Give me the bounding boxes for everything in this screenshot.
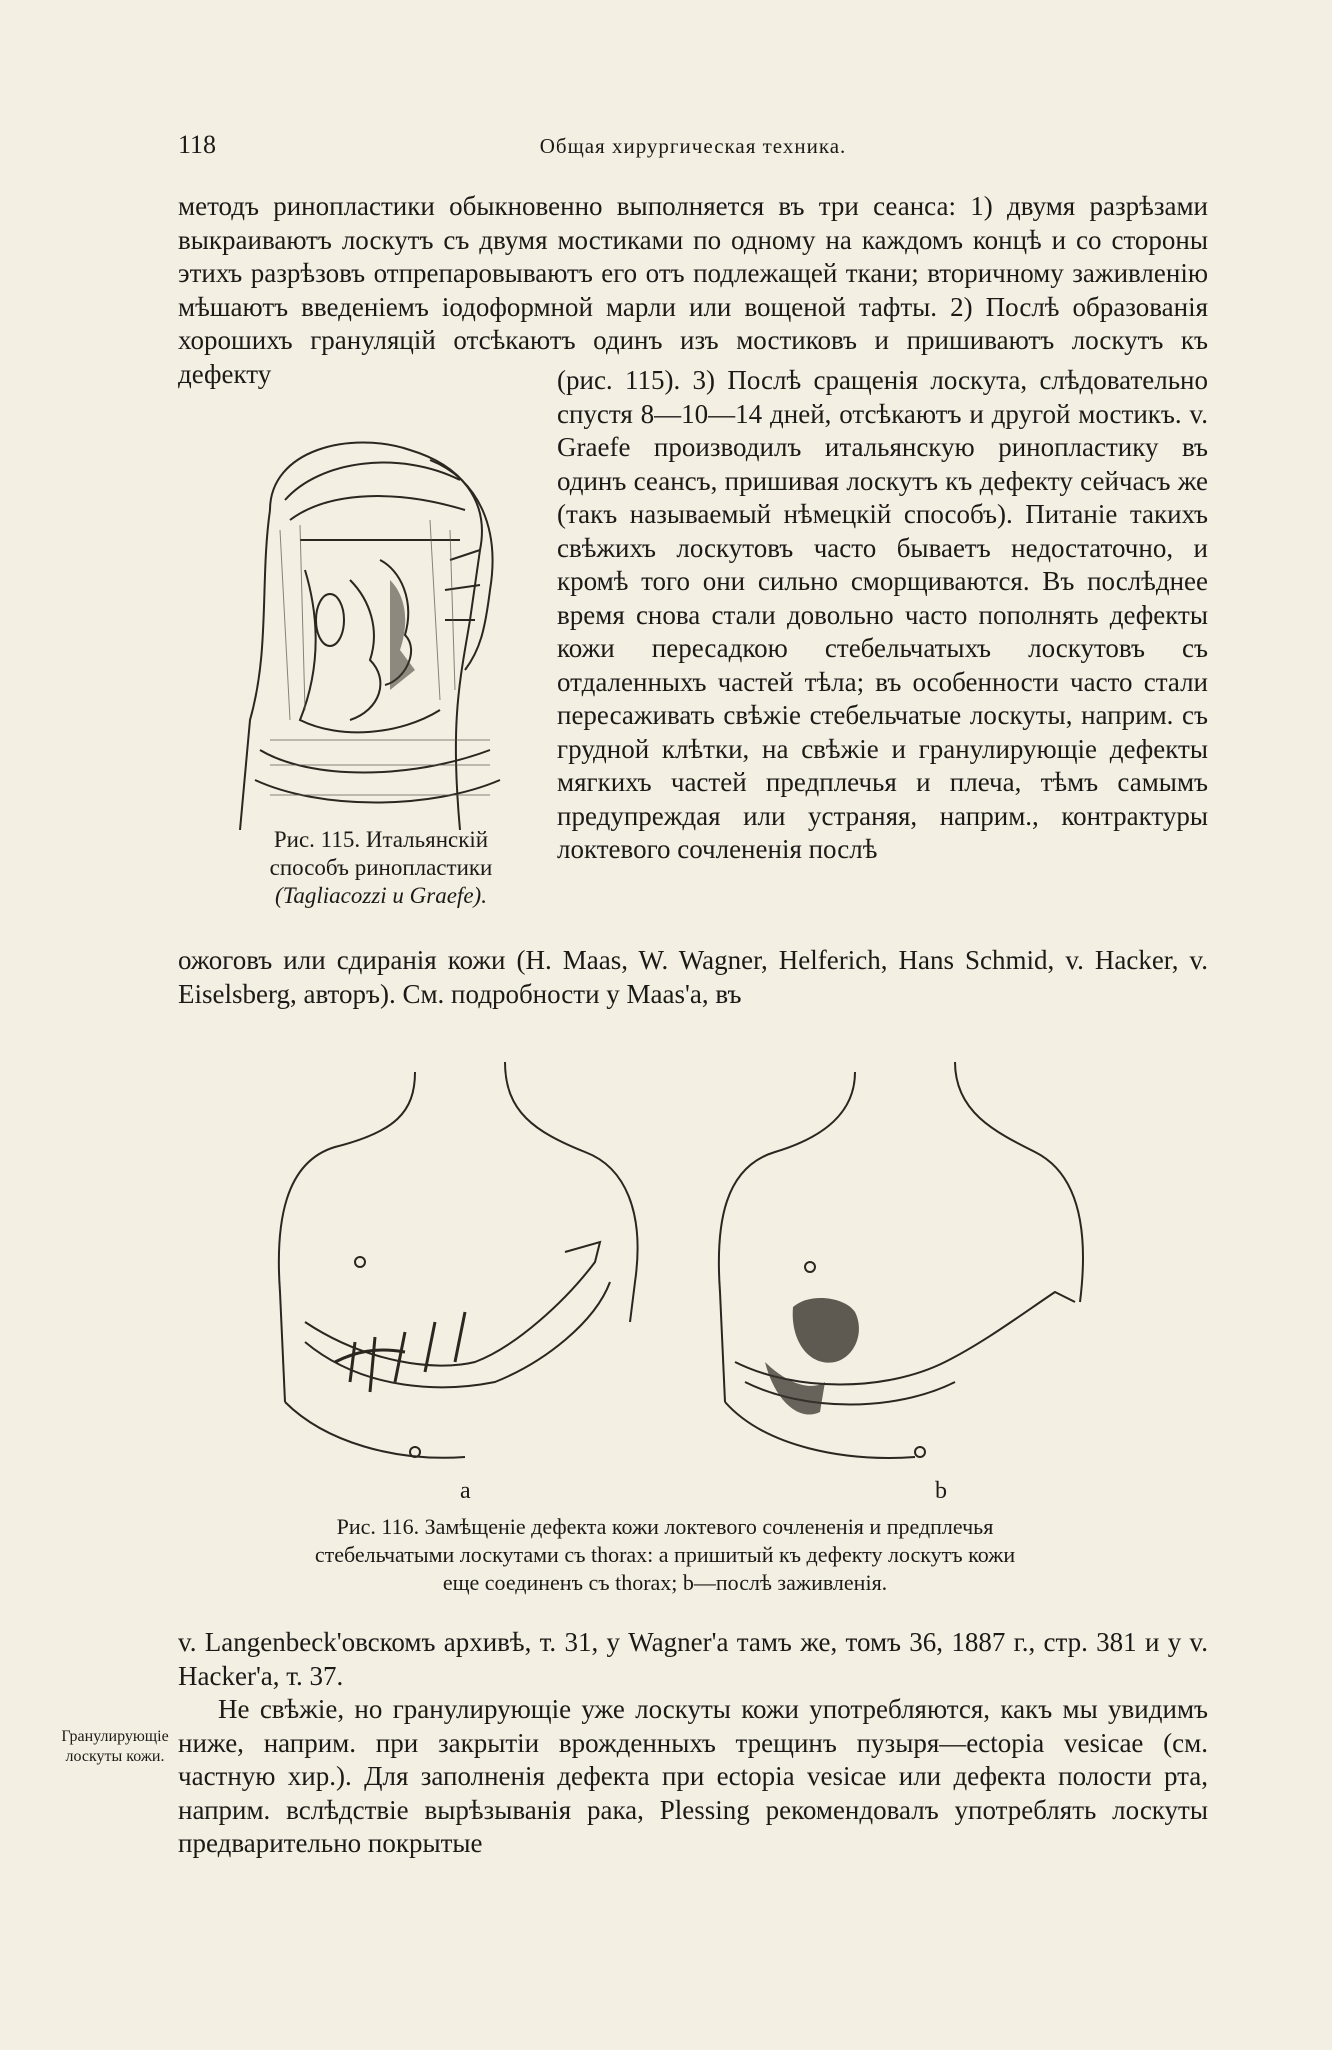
- torso-engravings: [265, 1062, 1095, 1482]
- torso-b: [719, 1062, 1083, 1458]
- page-number: 118: [178, 130, 217, 159]
- torso-a: [279, 1062, 638, 1458]
- figure-115-caption: [226, 826, 536, 910]
- paragraph-granulating-flaps: Не свѣжіе, но гранулирующіе уже лоскуты кожи употребляются, какъ мы увидимъ ниже, наприм. при закрытіи врожденныхъ трещинъ пузыря—ectopia vesicae (см. частную хир.). Для заполненія дефекта при ectopia vesicae или дефекта полости рта, наприм. вслѣдствіе вырѣзыванія рака, Plessing рекомендовалъ употреблять лоскуты предварительно покрытые: [178, 1694, 1208, 1858]
- text-block-bottom: [178, 1626, 1208, 1861]
- head-arm-engraving: [230, 420, 530, 830]
- paragraph-rhinoplasty-method: методъ ринопластики обыкновенно выполняется въ три сеанса: 1) двумя разрѣзами выкраиваютъ лоскутъ съ двумя мостиками по одному на каждомъ концѣ и со стороны этихъ разрѣзовъ отпрепаровываютъ его отъ подлежащей ткани; вторичному заживленію мѣшаютъ введеніемъ іодоформной марли или вощеной тафты. 2) Послѣ образованія хорошихъ грануляцій отсѣкаютъ одинъ изъ мостиковъ и пришиваютъ лоскутъ къ дефекту: [178, 191, 1208, 389]
- figure-115-caption-line-3: (Tagliacozzi и Graefe).: [275, 883, 487, 908]
- page-header: [178, 130, 1208, 164]
- figure-115-caption-line-1: Рис. 115. Итальянскій: [273, 827, 489, 852]
- figure-115-illustration: [230, 420, 530, 830]
- running-title: Общая хирургическая техника.: [539, 134, 847, 158]
- graft-b: [793, 1298, 859, 1363]
- defect-b: [765, 1362, 825, 1415]
- figure-116-label-b: b: [935, 1478, 947, 1504]
- flap-a: [335, 1312, 465, 1392]
- paragraph-authors: ожоговъ или сдиранія кожи (H. Maas, W. Wagner, Helferich, Hans Schmid, v. Hacker, v. Eiselsberg, авторъ). См. подробности у Maas'а, въ: [178, 945, 1208, 1009]
- paragraph-references: v. Langenbeck'овскомъ архивѣ, т. 31, у Wagner'а тамъ же, томъ 36, 1887 г., стр. 381 и у v. Hacker'а, т. 37.: [178, 1627, 1208, 1691]
- figure-115-caption-line-2: способъ ринопластики: [269, 855, 493, 880]
- margin-note: Гранулирующіе лоскуты кожи.: [61, 1728, 169, 1765]
- figure-116-label-a: a: [460, 1478, 471, 1504]
- figure-116-illustration: [265, 1062, 1095, 1482]
- figure-116-caption: Рис. 116. Замѣщеніе дефекта кожи локтевого сочлененія и предплечья стебельчатыми лоскутами съ thorax: a пришитый къ дефекту лоскутъ кожи еще соединенъ съ thorax; b—послѣ заживленія.: [314, 1514, 1016, 1595]
- paragraph-graefe-method: (рис. 115). 3) Послѣ сращенія лоскута, слѣдовательно спустя 8—10—14 дней, отсѣкаютъ и другой мостикъ. v. Graefe производилъ итальянскую ринопластику въ одинъ сеансъ, пришивая лоскутъ къ дефекту сейчасъ же (такъ называемый нѣмецкій способъ). Питаніе такихъ свѣжихъ лоскутовъ часто бываетъ недостаточно, и кромѣ того они сильно сморщиваются. Въ послѣднее время снова стали довольно часто пополнять дефекты кожи пересадкою стебельчатыхъ лоскутовъ съ отдаленныхъ частей тѣла; въ особенности часто стали пересаживать свѣжіе стебельчатые лоскуты, наприм. съ грудной клѣтки, на свѣжіе и гранулирующіе дефекты мягкихъ частей предплечья и плеча, тѣмъ самымъ предупреждая или устраняя, наприм., контрактуры локтевого сочлененія послѣ: [557, 365, 1208, 864]
